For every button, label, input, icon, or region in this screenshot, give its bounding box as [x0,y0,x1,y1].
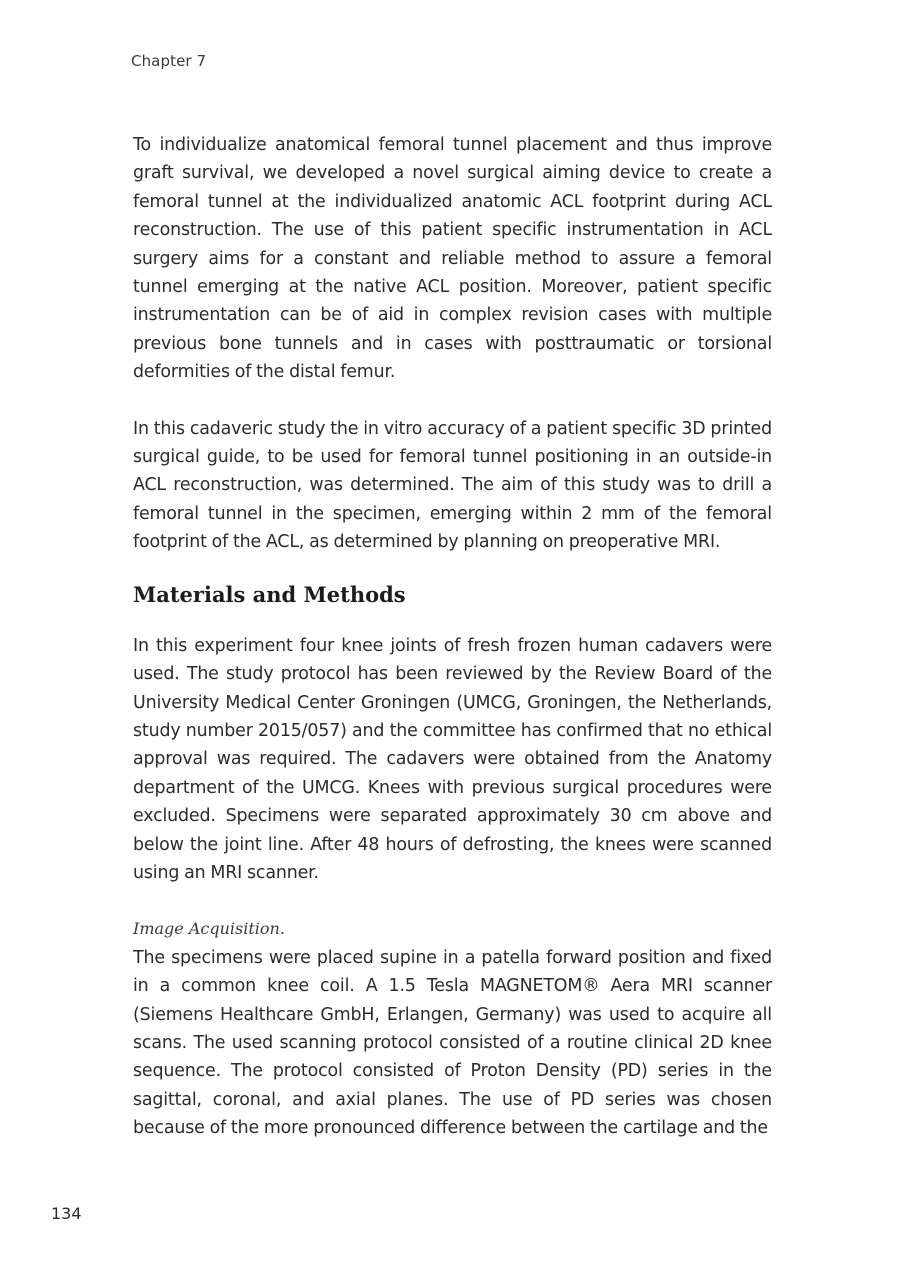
paragraph-specimens: In this experiment four knee joints of fresh frozen human cadavers were used. The study protocol has been reviewed by the Review Board of the University Medical Center Groningen (UMCG, Groningen, the Netherlands, study number 2015/057) and the committee has confirmed that no ethical approval was required. The cadavers were obtained from the Anatomy department of the UMCG. Knees with previous surgical procedures were excluded. Specimens were separated approximately 30 cm above and below the joint line. After 48 hours of defrosting, the knees were scanned using an MRI scanner. [133,635,772,883]
page-number: 134 [51,1204,82,1223]
section-heading-materials-methods: Materials and Methods [133,581,406,607]
page-body [133,131,772,1143]
paragraph-image-acquisition: The specimens were placed supine in a patella forward position and fixed in a common knee coil. A 1.5 Tesla MAGNETOM® Aera MRI scanner (Siemens Healthcare GmbH, Erlangen, Germany) was used to acquire all scans. The used scanning protocol consisted of a routine clinical 2D knee sequence. The protocol consisted of Proton Density (PD) series in the sagittal, coronal, and axial planes. The use of PD series was chosen because of the more pronounced difference between the cartilage and the [133,947,772,1139]
subheading-image-acquisition: Image Acquisition. [133,919,285,939]
paragraph-intro-aiming-device: To individualize anatomical femoral tunnel placement and thus improve graft survival, we developed a novel surgical aiming device to create a femoral tunnel at the individualized anatomic ACL footprint during ACL reconstruction. The use of this patient specific instrumentation in ACL surgery aims for a constant and reliable method to assure a femoral tunnel emerging at the native ACL position. Moreover, patient specific instrumentation can be of aid in complex revision cases with multiple previous bone tunnels and in cases with posttraumatic or torsional deformities of the distal femur. [133,135,772,383]
running-head-chapter: Chapter 7 [131,52,207,70]
paragraph-study-aim: In this cadaveric study the in vitro accuracy of a patient specific 3D printed surgical guide, to be used for femoral tunnel positioning in an outside-in ACL reconstruction, was determined. The aim of this study was to drill a femoral tunnel in the specimen, emerging within 2 mm of the femoral footprint of the ACL, as determined by planning on preoperative MRI. [133,418,772,553]
